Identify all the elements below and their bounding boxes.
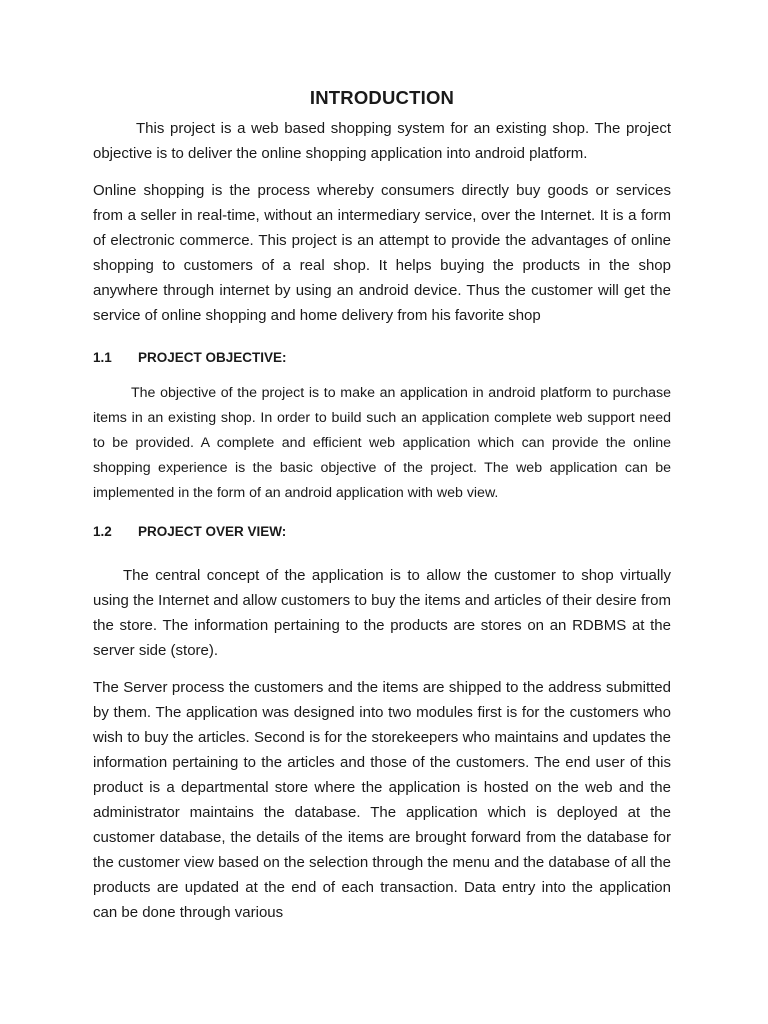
overview-paragraph-2: The Server process the customers and the items are shipped to the address submitted by them. The application was designed into two modules first is for the customers who wish to buy the articles. Second is for the storekeepers who maintains and updates the information pertaining to the articles and those of the customers. The end user of this product is a departmental store where the application is hosted on the web and the administrator maintains the database. The application which is deployed at the customer database, the details of the items are brought forward from the database for the customer view based on the selection through the menu and the database of all the products are updated at the end of each transaction. Data entry into the application can be done through various — [93, 679, 671, 921]
overview-paragraph-1: The central concept of the application is to allow the customer to shop virtually using the Internet and allow customers to buy the items and articles of their desire from the store. The information pertaining to the products are stores on an RDBMS at the server side (store). — [93, 567, 671, 659]
section-body-objective — [93, 381, 671, 506]
intro-paragraph-1: This project is a web based shopping system for an existing shop. The project objective is to deliver the online shopping application into android platform. — [93, 120, 671, 162]
section-heading-objective — [93, 348, 671, 368]
intro-paragraph-2: Online shopping is the process whereby consumers directly buy goods or services from a seller in real-time, without an intermediary service, over the Internet. It is a form of electronic commerce. This project is an attempt to provide the advantages of online shopping to customers of a real shop. It helps buying the products in the shop anywhere through internet by using an android device. Thus the customer will get the service of online shopping and home delivery from his favorite shop — [93, 182, 671, 324]
section-title: PROJECT OVER VIEW: — [138, 524, 287, 539]
section-title: PROJECT OBJECTIVE: — [138, 350, 287, 365]
page-title: INTRODUCTION — [309, 87, 455, 108]
objective-paragraph: The objective of the project is to make an application in android platform to purchase items in an existing shop. In order to build such an application complete web support need to be provided. A complete and efficient web application which can provide the online shopping experience is the basic objective of the project. The web application can be implemented in the form of an android application with web view. — [93, 385, 671, 501]
section-number: 1.2 — [93, 524, 112, 539]
section-heading-overview — [93, 522, 671, 542]
section-number: 1.1 — [93, 350, 112, 365]
document-page — [93, 84, 671, 925]
